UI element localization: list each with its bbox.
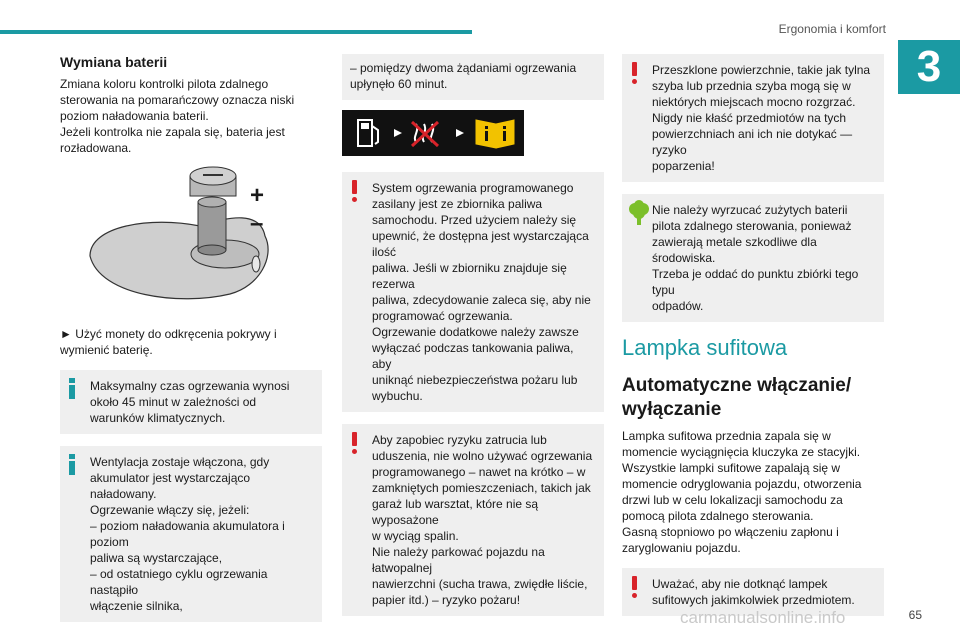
arrow-right-icon: [394, 129, 402, 137]
column-3: [622, 54, 884, 616]
warning-box-glass: [622, 54, 884, 182]
chapter-number-tab: 3: [898, 40, 960, 94]
column-2: [342, 54, 604, 616]
chapter-title: Ergonomia i komfort: [778, 22, 886, 36]
eco-box-batteries: [622, 194, 884, 322]
manual-info-icon: [476, 120, 514, 148]
warning-text-poisoning: Aby zapobiec ryzyku zatrucia lub uduszenia, nie wolno używać ogrzewania programowanego – nawet na krótko – w zamkniętych pomieszczeniach, takich jak garaż lub warsztat, które nie są wyposażone w wyciąg spalin. Nie należy parkować pojazdu na łatwopalnej nawierzchni (sucha trawa, zwiędłe liście, papier itd.) – ryzyko pożaru!: [372, 433, 593, 607]
warning-box-poisoning: [342, 424, 604, 616]
column-1: [60, 54, 322, 622]
info-icon: [68, 454, 76, 476]
page-number: 65: [908, 608, 922, 622]
warning-text-lamps: Uważać, aby nie dotknąć lampek sufitowych jakimkolwiek przedmiotem.: [652, 577, 855, 607]
warning-exclamation-icon: [632, 62, 638, 84]
continuation-text: – pomiędzy dwoma żądaniami ogrzewania upłynęło 60 minut.: [350, 61, 577, 91]
warning-exclamation-icon: [352, 180, 358, 202]
info-box-continuation: [342, 54, 604, 100]
battery-minus-symbol: –: [250, 210, 264, 237]
warning-box-fuel: [342, 172, 604, 412]
fuel-pump-icon: [358, 120, 378, 146]
section-heading-battery: Wymiana baterii: [60, 54, 168, 70]
watermark: carmanualsonline.info: [680, 608, 846, 627]
tree-eco-icon: [628, 200, 650, 226]
warning-text-glass: Przeszklone powierzchnie, takie jak tylna szyba lub przednia szyba mogą się w niektórych miejscach mocno rozgrzać. Nigdy nie kłaść przedmiotów na tych powierzchniach ani ich nie dotykać — ryzyko poparzenia!: [652, 63, 871, 173]
warning-exclamation-icon: [352, 432, 358, 454]
info-icon: [68, 378, 76, 400]
subsection-heading-auto: Automatyczne włączanie/ wyłączanie: [622, 375, 852, 420]
auto-body-text: Lampka sufitowa przednia zapala się w momencie wyciągnięcia kluczyka ze stacyjki. Wszystkie lampki sufitowe zapalają się w momencie odryglowania pojazdu, otworzenia drzwi lub w celu lokalizacji samochodu za pomocą pilota zdalnego sterowania. Gasną stopniowo po włączeniu zapłonu i zaryglowaniu pojazdu.: [622, 429, 862, 555]
info-box-heating-time: [60, 370, 322, 434]
warning-text-fuel: System ogrzewania programowanego zasilany jest ze zbiornika paliwa samochodu. Przed użyciem należy się upewnić, że dostępna jest wystarczająca ilość paliwa. Jeśli w zbiorniku znajduje się rezerwa paliwa, zdecydowanie zaleca się, aby nie programować ogrzewania. Ogrzewanie dodatkowe należy zawsze wyłączać podczas tankowania paliwa, aby uniknąć niebezpieczeństwa pożaru lub wybuchu.: [372, 181, 591, 403]
heating-pictogram: [342, 110, 524, 156]
arrow-right-icon: [456, 129, 464, 137]
remote-key-illustration: [60, 156, 322, 316]
info-box-ventilation: [60, 446, 322, 622]
battery-intro-text: Zmiana koloru kontrolki pilota zdalnego sterowania na pomarańczowy oznacza niski poziom naładowania baterii. Jeżeli kontrolka nie zapala się, bateria jest rozładowana.: [60, 77, 295, 155]
no-heating-icon: [412, 122, 438, 146]
instruction-text: ► Użyć monety do odkręcenia pokrywy i wymienić baterię.: [60, 327, 277, 357]
warning-exclamation-icon: [632, 576, 638, 598]
info-text-heating-time: Maksymalny czas ogrzewania wynosi około 45 minut w zależności od warunków klimatycznych.: [90, 379, 290, 425]
eco-text-batteries: Nie należy wyrzucać zużytych baterii pilota zdalnego sterowania, ponieważ zawierają metale szkodliwe dla środowiska. Trzeba je oddać do punktu zbiórki tego typu odpadów.: [652, 203, 859, 313]
remote-battery-figure: [60, 156, 322, 316]
header-accent-bar: [0, 30, 472, 34]
info-text-ventilation: Wentylacja zostaje włączona, gdy akumulator jest wystarczająco naładowany. Ogrzewanie włączy się, jeżeli: – poziom naładowania akumulatora i poziom paliwa są wystarczające, – od ostatniego cyklu ogrzewania nastąpiło włączenie silnika,: [90, 455, 285, 613]
battery-plus-symbol: +: [250, 182, 265, 209]
section-heading-ceiling-lamp: Lampka sufitowa: [622, 335, 788, 360]
